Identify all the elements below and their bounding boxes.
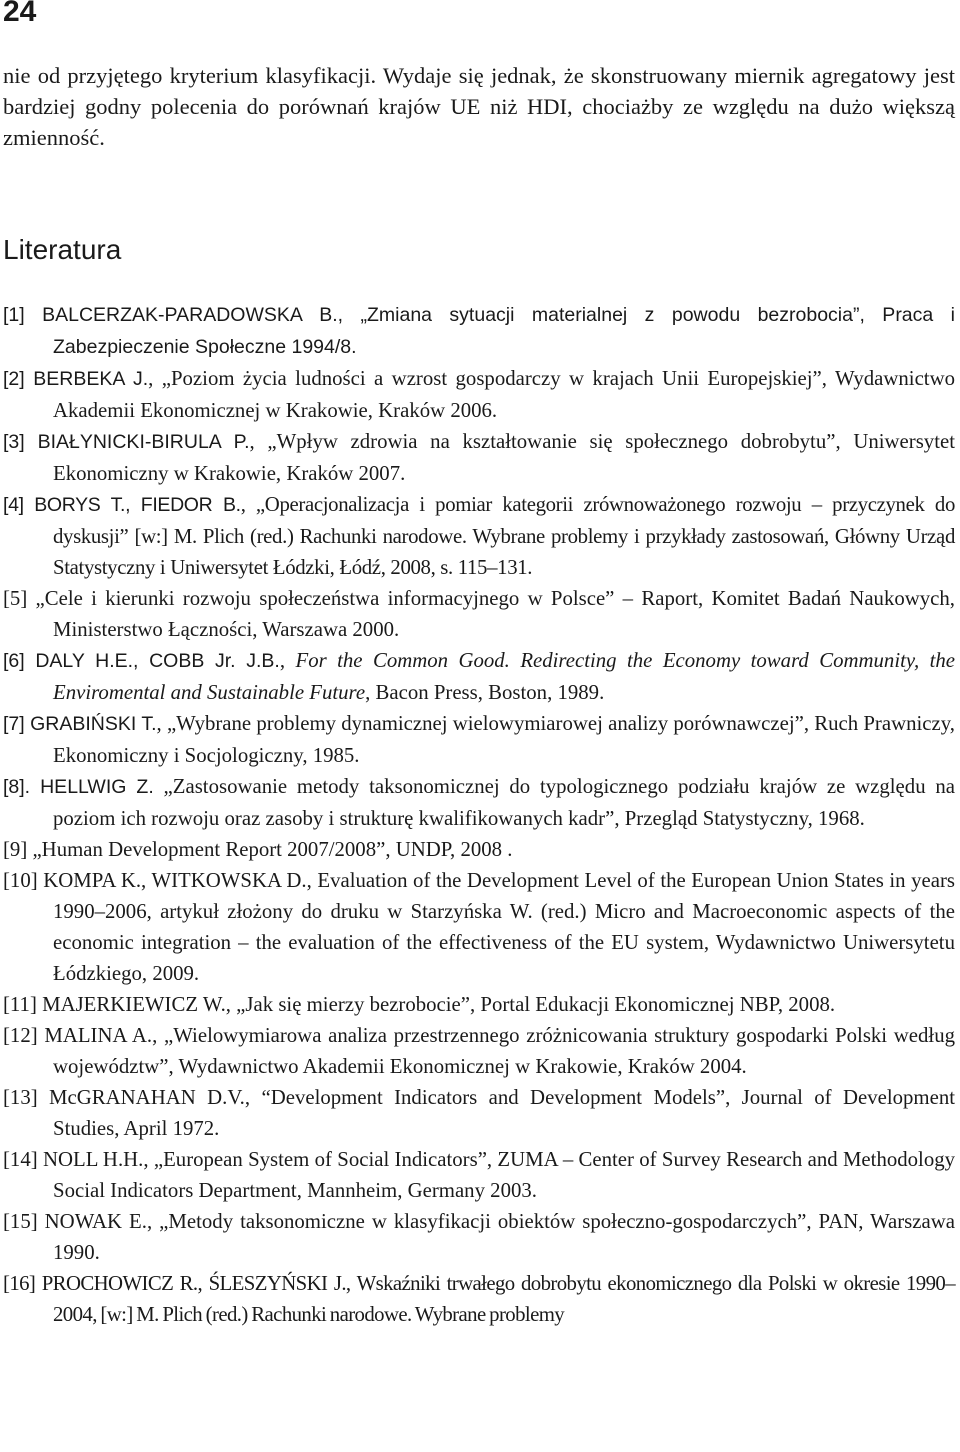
reference-authors: [9] „Human Development Report 2007/2008”, UNDP, 2008 . (3, 838, 513, 861)
reference-authors: [2] BERBEKA J. (3, 368, 149, 390)
reference-details: , „Zmiana sytuacji materialnej z powodu bezrobocia”, Praca i Zabezpieczenie Społeczne 1994/8. (53, 304, 956, 358)
reference-item (3, 583, 955, 645)
reference-details: , „Jak się mierzy bezrobocie”, Portal Edukacji Ekonomicznej NBP, 2008. (225, 993, 836, 1016)
reference-authors: [8]. HELLWIG Z. (3, 776, 154, 798)
reference-authors: [11] MAJERKIEWICZ W. (3, 993, 226, 1016)
reference-list (3, 299, 955, 1330)
reference-authors: [4] BORYS T., FIEDOR B. (3, 494, 241, 516)
reference-title-italic: For the Common Good. Redirecting the Economy toward Community, the Enviromental and Sustainable Future (53, 649, 955, 704)
reference-authors: [16] PROCHOWICZ R., ŚLESZYŃSKI J. (3, 1272, 346, 1295)
reference-details: , „European System of Social Indicators”, ZUMA – Center of Survey Research and Methodology Social Indicators Department, Mannheim, Germany 2003. (53, 1148, 956, 1202)
reference-details: , „Poziom życia ludności a wzrost gospodarczy w krajach Unii Europejskiej”, Wydawnictwo Akademii Ekonomicznej w Krakowie, Kraków 2006. (53, 367, 956, 422)
reference-details: , Evaluation of the Development Level of the European Union States in years 1990–2006, artykuł złożony do druku w Starzyńska W. (red.) Micro and Macroeconomic aspects of the economic integration – the evaluation of the effectiveness of the EU system, Wydawnictwo Uniwersytetu Łódzkiego, 2009. (53, 869, 955, 985)
reference-item (3, 645, 955, 708)
reference-item (3, 771, 955, 834)
reference-details: , „Wybrane problemy dynamicznej wielowymiarowej analizy porównawczej”, Ruch Prawniczy, Ekonomiczny i Socjologiczny, 1985. (53, 712, 955, 767)
reference-tail: , Bacon Press, Boston, 1989. (365, 681, 605, 704)
reference-item (3, 426, 955, 489)
reference-authors: [14] NOLL H.H. (3, 1148, 144, 1171)
literature-heading: Literatura (3, 234, 122, 265)
reference-item (3, 299, 955, 363)
reference-item (3, 1082, 955, 1144)
reference-authors: [7] GRABIŃSKI T. (3, 713, 157, 735)
reference-details: , (279, 649, 296, 672)
reference-item (3, 708, 955, 771)
reference-authors: [1] BALCERZAK-PARADOWSKA B. (3, 304, 338, 326)
reference-item (3, 1268, 955, 1330)
reference-authors: [12] MALINA A. (3, 1024, 153, 1047)
reference-authors: [6] DALY H.E., COBB Jr. J.B. (3, 650, 280, 672)
reference-item (3, 489, 955, 583)
reference-authors: [10] KOMPA K., WITKOWSKA D. (3, 869, 307, 892)
reference-details: , „Wielowymiarowa analiza przestrzennego zróżnicowania struktury gospodarki Polski według województw”, Wydawnictwo Akademii Ekonomicznej w Krakowie, Kraków 2004. (53, 1024, 955, 1078)
reference-details: , “Development Indicators and Development Models”, Journal of Development Studies, April 1972. (53, 1086, 956, 1140)
reference-details: , „Metody taksonomiczne w klasyfikacji obiektów społeczno-gospodarczych”, PAN, Warszawa 1990. (53, 1210, 955, 1264)
reference-details: , „Wpływ zdrowia na kształtowanie się społecznego dobrobytu”, Uniwersytet Ekonomiczny w Krakowie, Kraków 2007. (53, 430, 955, 485)
intro-paragraph: nie od przyjętego kryterium klasyfikacji. Wydaje się jednak, że skonstruowany miernik agregatowy jest bardziej godny polecenia do porównań krajów UE niż HDI, chociażby ze względu na dużo większą zmienność. (3, 63, 955, 150)
reference-item (3, 1144, 955, 1206)
reference-item (3, 865, 955, 989)
reference-item (3, 989, 955, 1020)
reference-item (3, 834, 955, 865)
reference-authors: [5] „Cele i kierunki rozwoju społeczeństwa informacyjnego w Polsce” – Raport, Komitet Badań Naukowych, Ministerstwo Łączności, Warszawa 2000. (3, 587, 955, 641)
reference-item (3, 1206, 955, 1268)
reference-item (3, 1020, 955, 1082)
reference-authors: [15] NOWAK E. (3, 1210, 147, 1233)
reference-authors: [3] BIAŁYNICKI-BIRULA P. (3, 431, 250, 453)
reference-details: , Wskaźniki trwałego dobrobytu ekonomicznego dla Polski w okresie 1990–2004, [w:] M. Plich (red.) Rachunki narodowe. Wybrane problemy (53, 1272, 955, 1326)
reference-item (3, 363, 955, 426)
reference-authors: [13] McGRANAHAN D.V. (3, 1086, 245, 1109)
reference-details: „Zastosowanie metody taksonomicznej do typologicznego podziału krajów ze względu na poziom ich rozwoju oraz zasoby i strukturę kwalifikowanych kadr”, Przegląd Statystyczny, 1968. (53, 775, 956, 830)
reference-details: , „Operacjonalizacja i pomiar kategorii zrównoważonego rozwoju – przyczynek do dyskusji” [w:] M. Plich (red.) Rachunki narodowe. Wybrane problemy i przykłady zastosowań, Główny Urząd Statystyczny i Uniwersytet Łódzki, Łódź, 2008, s. 115–131. (53, 493, 955, 579)
page-number: 24 (3, 0, 37, 28)
